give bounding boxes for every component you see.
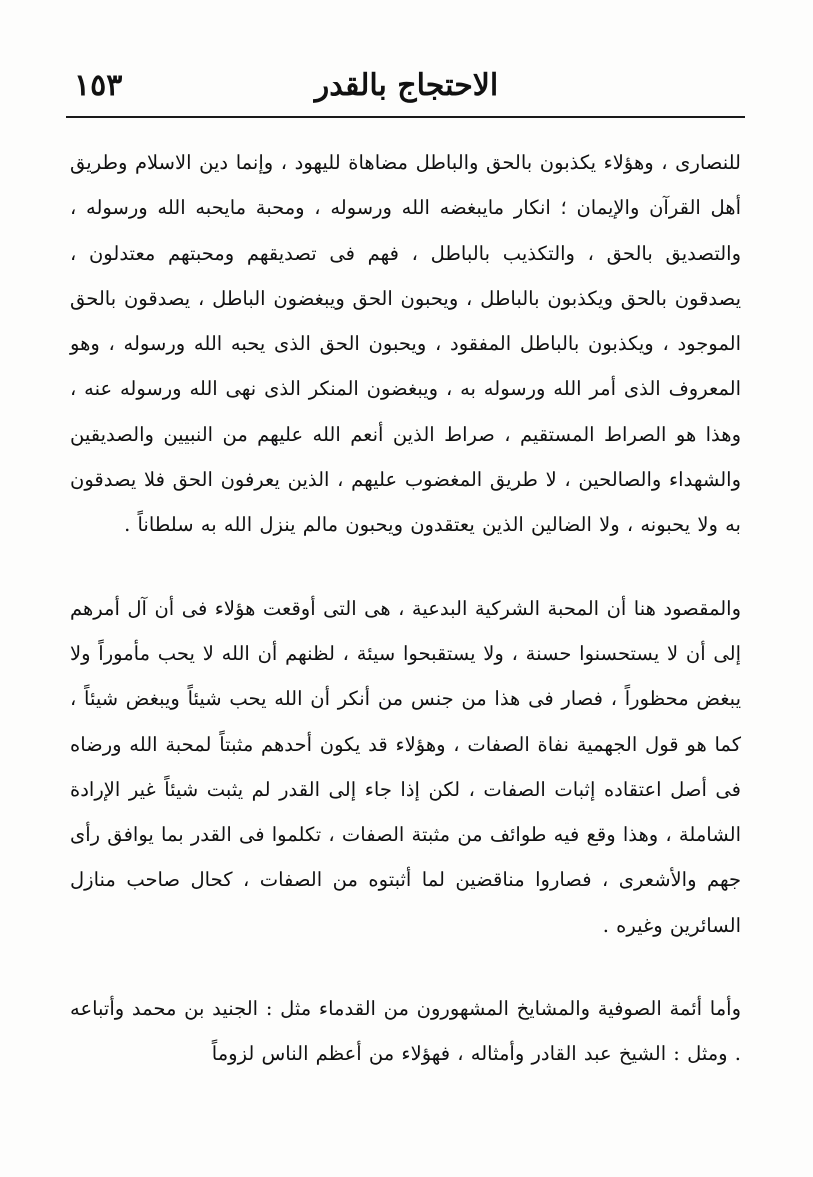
body-text — [70, 140, 741, 1077]
header-rule — [66, 116, 745, 118]
running-title: الاحتجاج بالقدر — [314, 68, 499, 103]
paragraph-3: وأما أئمة الصوفية والمشايخ المشهورون من القدماء مثل : الجنيد بن محمد وأتباعه . ومثل : الشيخ عبد القادر وأمثاله ، فهؤلاء من أعظم الناس لزوماً — [70, 997, 741, 1066]
page-header — [68, 58, 745, 110]
paragraph-1: للنصارى ، وهؤلاء يكذبون بالحق والباطل مضاهاة لليهود ، وإنما دين الاسلام وطريق أهل القرآن والإيمان ؛ انكار مايبغضه الله ورسوله ، ومحبة مايحبه الله ورسوله ، والتصديق بالحق ، والتكذيب بالباطل ، فهم فى تصديقهم ومحبتهم معتدلون ، يصدقون بالحق ويكذبون بالباطل ، ويحبون الحق ويبغضون الباطل ، يصدقون بالحق الموجود ، ويكذبون بالباطل المفقود ، ويحبون الحق الذى يحبه الله ورسوله ، وهو المعروف الذى أمر الله ورسوله به ، ويبغضون المنكر الذى نهى الله ورسوله عنه ، وهذا هو الصراط المستقيم ، صراط الذين أنعم الله عليهم من النبيين والصديقين والشهداء والصالحين ، لا طريق المغضوب عليهم ، الذين يعرفون الحق فلا يصدقون به ولا يحبونه ، ولا الضالين الذين يعتقدون ويحبون مالم ينزل الله به سلطاناً . — [70, 151, 741, 537]
paragraph-2: والمقصود هنا أن المحبة الشركية البدعية ، هى التى أوقعت هؤلاء فى أن آل أمرهم إلى أن لا يستحسنوا حسنة ، ولا يستقبحوا سيئة ، لظنهم أن الله لا يحب مأموراً ولا يبغض محظوراً ، فصار فى هذا من جنس من أنكر أن الله يحب شيئاً ويبغض شيئاً ، كما هو قول الجهمية نفاة الصفات ، وهؤلاء قد يكون أحدهم مثبتاً لمحبة الله ورضاه فى أصل اعتقاده إثبات الصفات ، لكن إذا جاء إلى القدر لم يثبت شيئاً غير الإرادة الشاملة ، وهذا وقع فيه طوائف من مثبتة الصفات ، تكلموا فى القدر بما يوافق رأى جهم والأشعرى ، فصاروا مناقضين لما أثبتوه من الصفات ، كحال صاحب منازل السائرين وغيره . — [70, 596, 741, 937]
page-number: ١٥٣ — [74, 68, 123, 103]
